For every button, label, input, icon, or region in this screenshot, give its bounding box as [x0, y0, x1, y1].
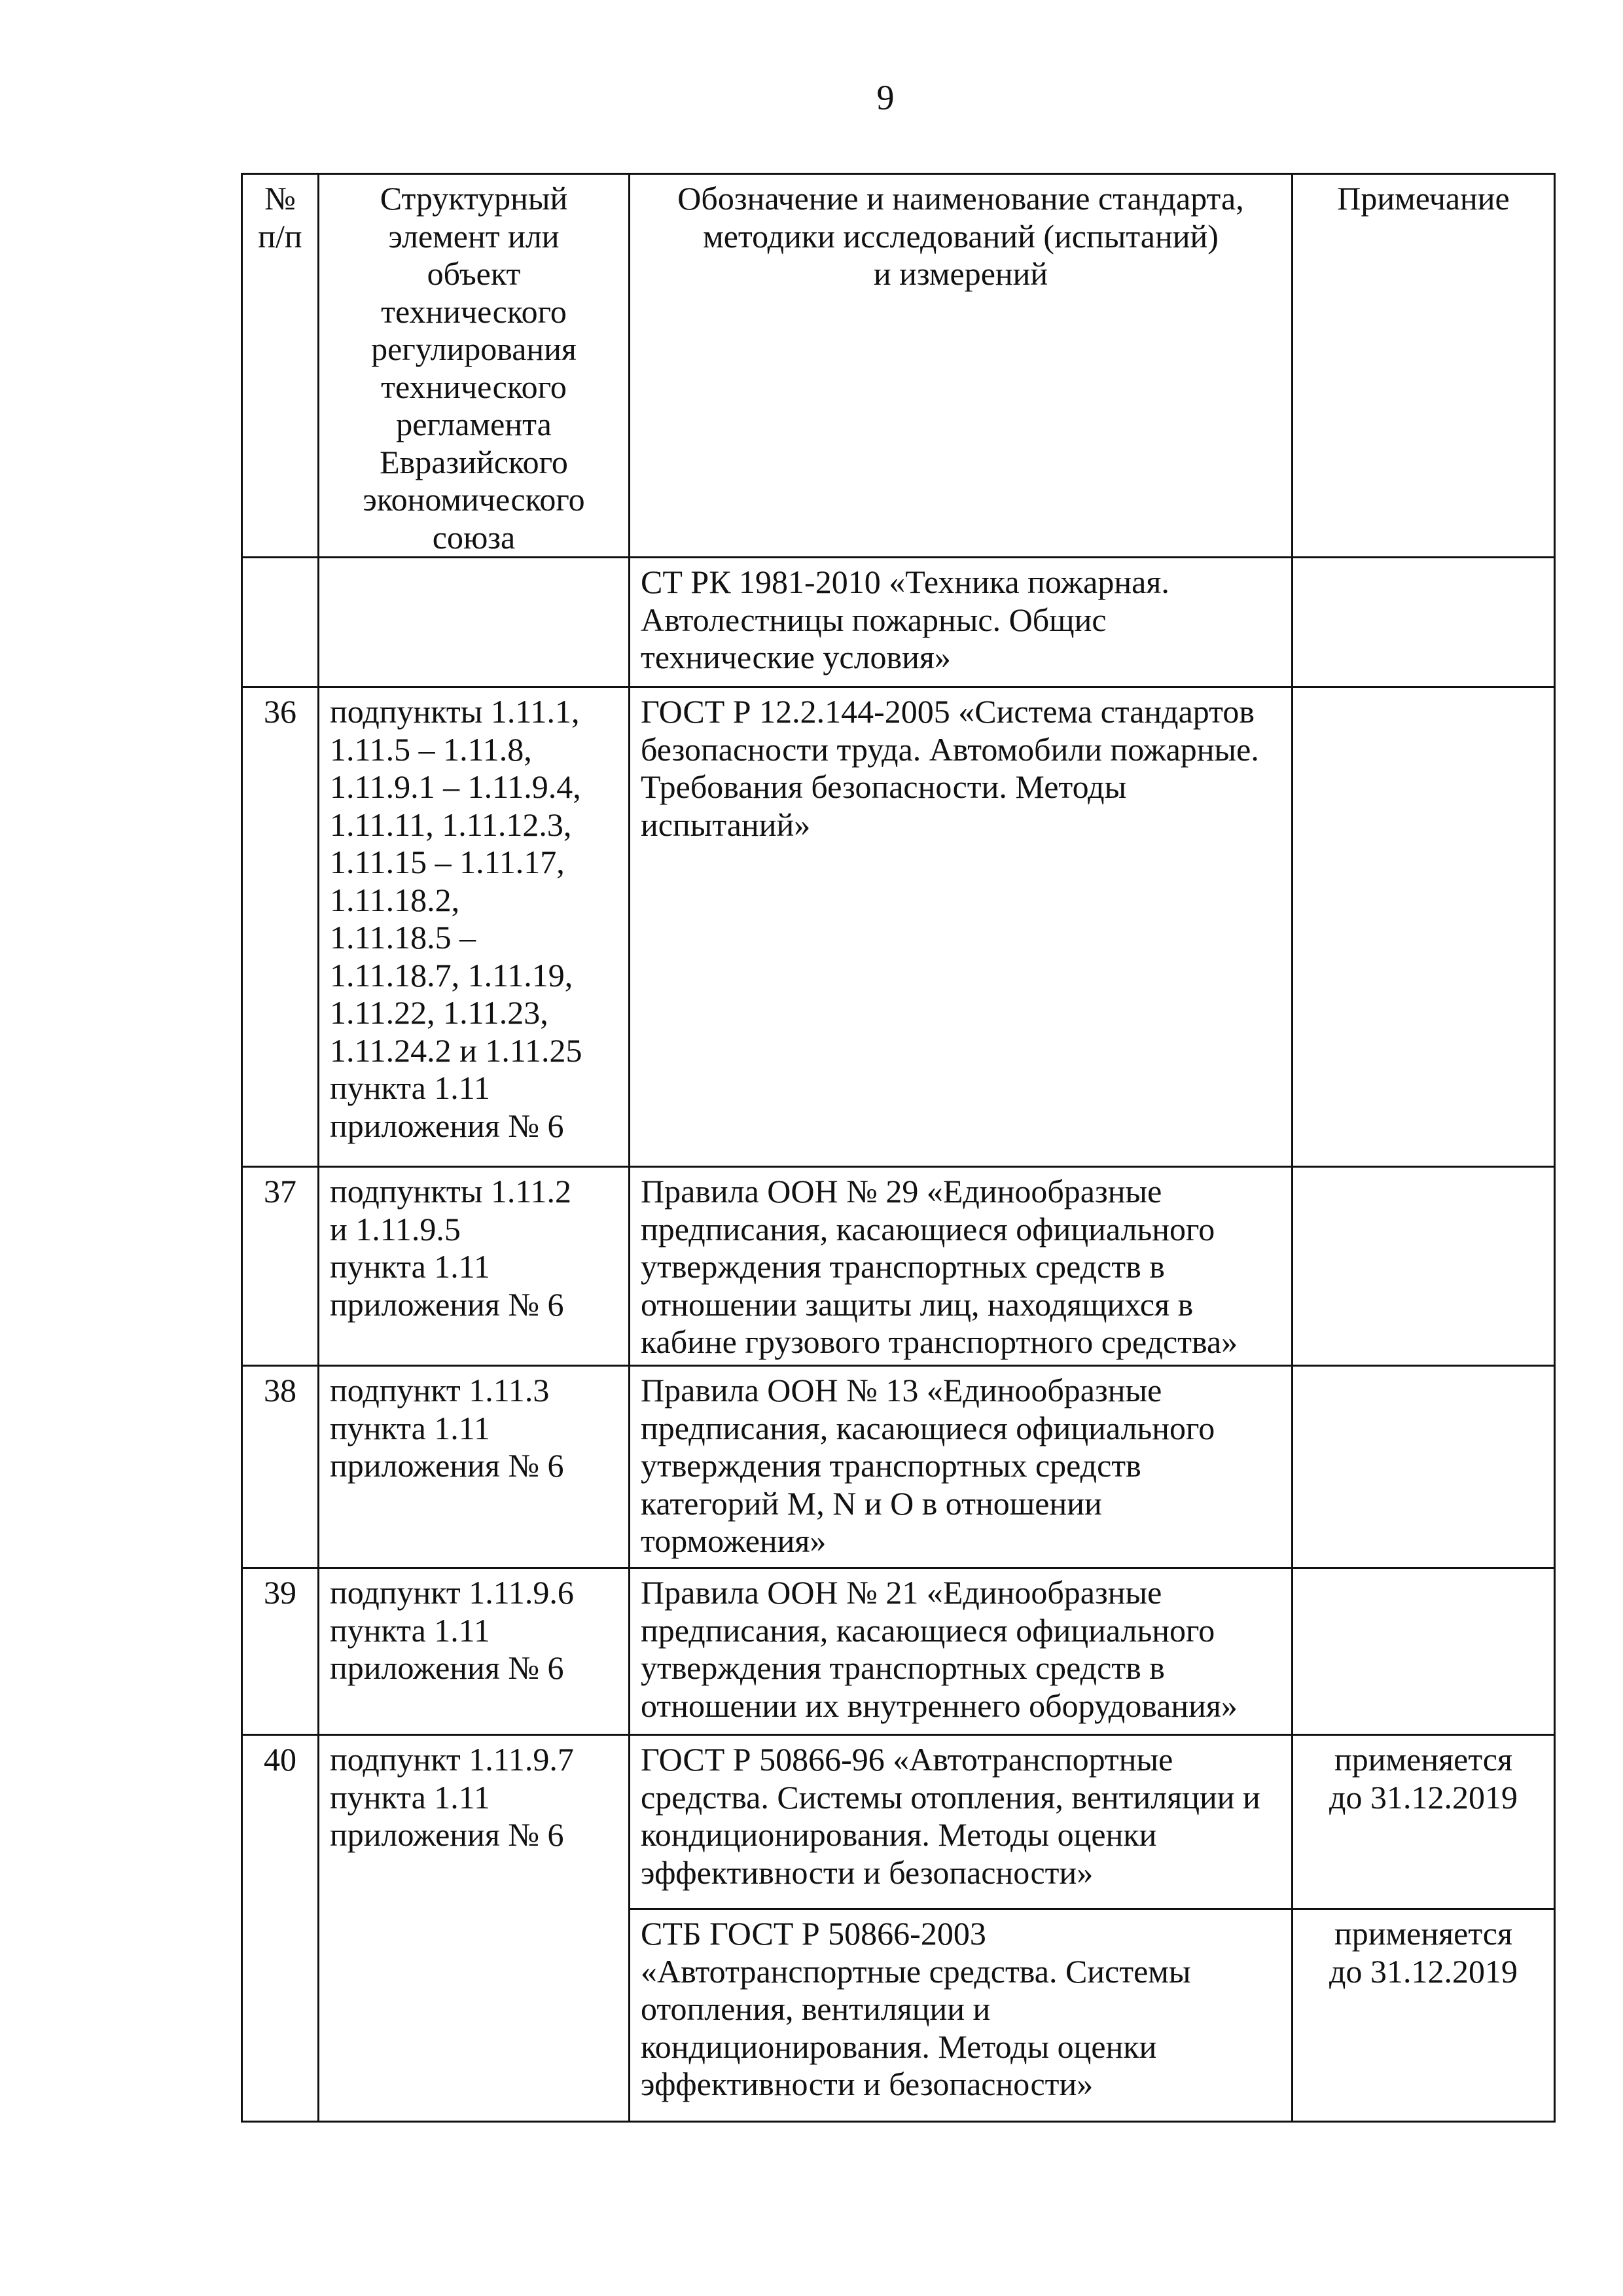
row-num: 40 [242, 1735, 319, 2122]
table-row [242, 1735, 1555, 1909]
row-standard: ГОСТ Р 50866-96 «Автотранспортные средства. Системы отопления, вентиляции и кондиционирования. Методы оценки эффективности и безопасности» [630, 1735, 1293, 1909]
table-header-row [242, 174, 1555, 558]
row-element: подпункт 1.11.3 пункта 1.11 приложения № 6 [319, 1366, 630, 1568]
row-standard: Правила ООН № 21 «Единообразные предписания, касающиеся официального утверждения транспортных средств в отношении их внутреннего оборудования» [630, 1568, 1293, 1735]
row-standard: СТБ ГОСТ Р 50866-2003 «Автотранспортные средства. Системы отопления, вентиляции и кондиционирования. Методы оценки эффективности и безопасности» [630, 1909, 1293, 2122]
header-standard: Обозначение и наименование стандарта, методики исследований (испытаний) и измерений [630, 174, 1293, 558]
row-standard: СТ РК 1981-2010 «Техника пожарная. Автолестницы пожарныс. Общис технические условия» [630, 558, 1293, 687]
row-element: подпункты 1.11.2 и 1.11.9.5 пункта 1.11 приложения № 6 [319, 1167, 630, 1366]
table-row [242, 1366, 1555, 1568]
row-standard: ГОСТ Р 12.2.144-2005 «Система стандартов безопасности труда. Автомобили пожарные. Требования безопасности. Методы испытаний» [630, 687, 1293, 1167]
row-element: подпункт 1.11.9.7 пункта 1.11 приложения № 6 [319, 1735, 630, 2122]
table-row [242, 1167, 1555, 1366]
table-row [242, 1568, 1555, 1735]
row-note [1293, 687, 1555, 1167]
header-num: № п/п [242, 174, 319, 558]
standards-table [241, 173, 1556, 2123]
row-num: 36 [242, 687, 319, 1167]
row-num: 37 [242, 1167, 319, 1366]
header-note: Примечание [1293, 174, 1555, 558]
row-note: применяется до 31.12.2019 [1293, 1735, 1555, 1909]
row-element: подпункты 1.11.1, 1.11.5 – 1.11.8, 1.11.9.1 – 1.11.9.4, 1.11.11, 1.11.12.3, 1.11.15 – 1.11.17, 1.11.18.2, 1.11.18.5 – 1.11.18.7, 1.11.19, 1.11.22, 1.11.23, 1.11.24.2 и 1.11.25 пункта 1.11 приложения № 6 [319, 687, 630, 1167]
row-num: 39 [242, 1568, 319, 1735]
table-row [242, 558, 1555, 687]
row-note [1293, 1366, 1555, 1568]
row-num: 38 [242, 1366, 319, 1568]
row-note [1293, 558, 1555, 687]
table-row [242, 687, 1555, 1167]
row-note: применяется до 31.12.2019 [1293, 1909, 1555, 2122]
row-note [1293, 1568, 1555, 1735]
row-num [242, 558, 319, 687]
row-element [319, 558, 630, 687]
page-number: 9 [876, 78, 895, 117]
row-standard: Правила ООН № 13 «Единообразные предписания, касающиеся официального утверждения транспортных средств категорий M, N и O в отношении торможения» [630, 1366, 1293, 1568]
row-element: подпункт 1.11.9.6 пункта 1.11 приложения № 6 [319, 1568, 630, 1735]
row-note [1293, 1167, 1555, 1366]
header-element: Структурный элемент или объект технического регулирования технического регламента Евразийского экономического союза [319, 174, 630, 558]
row-standard: Правила ООН № 29 «Единообразные предписания, касающиеся официального утверждения транспортных средств в отношении защиты лиц, находящихся в кабине грузового транспортного средства» [630, 1167, 1293, 1366]
